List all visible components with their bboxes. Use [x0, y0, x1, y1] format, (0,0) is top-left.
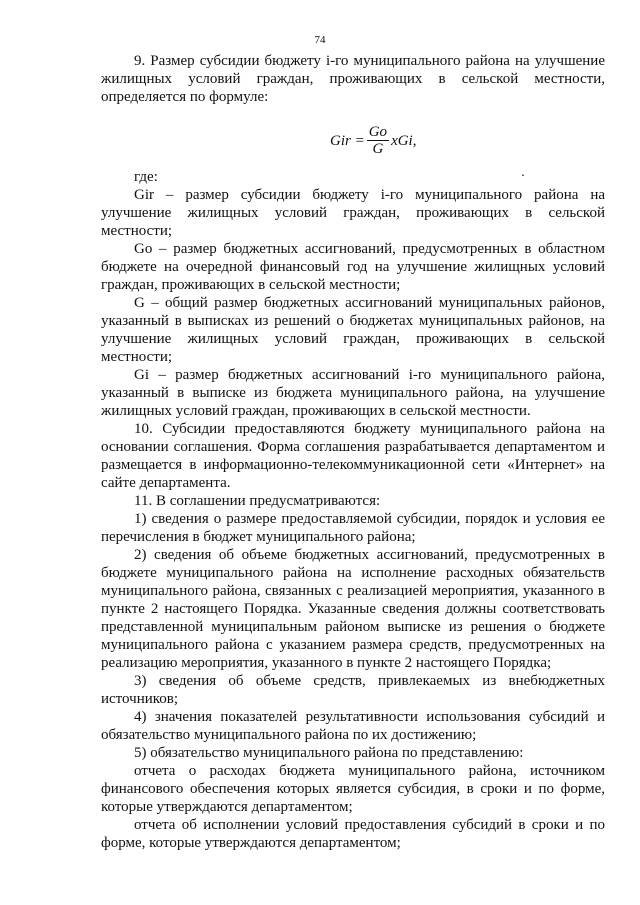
subitem-4: 4) значения показателей результативности использования субсидий и обязательство муниципального района по их достижению;	[101, 709, 605, 743]
formula-fraction	[367, 124, 389, 157]
definition-gi: Gi – размер бюджетных ассигнований i-го муниципального района, указанный в выписке из бюджета муниципального района, на улучшение жилищных условий граждан, проживающих в сельской местности.	[101, 367, 605, 419]
definition-go: Go – размер бюджетных ассигнований, предусмотренных в областном бюджете на очередной финансовый год на улучшение жилищных условий граждан, проживающих в сельской местности;	[101, 241, 605, 293]
report-expenses: отчета о расходах бюджета муниципального района, источником финансового обеспечения которых является субсидия, в сроки и по форме, которые утверждаются департаментом;	[101, 763, 605, 815]
subitem-2: 2) сведения об объеме бюджетных ассигнований, предусмотренных в бюджете муниципального района на исполнение расходных обязательств муниципального района, связанных с реализацией мероприятия, указанного в пункте 2 настоящего Порядка. Указанные сведения должны соответствовать представленной муниципальным районом выписке из решения о бюджете муниципального района с указанием размера средств, предусмотренных на реализацию мероприятия, указанного в пункте 2 настоящего Порядка;	[101, 547, 605, 671]
formula-tail: ,	[412, 132, 417, 149]
subitem-3: 3) сведения об объеме средств, привлекаемых из внебюджетных источников;	[101, 673, 605, 707]
page-number: 74	[314, 34, 326, 46]
subitem-5: 5) обязательство муниципального района по представлению:	[134, 745, 524, 761]
formula-rhs: xGi	[391, 132, 413, 149]
report-conditions: отчета об исполнении условий предоставления субсидий в сроки и по форме, которые утверждаются департаментом;	[101, 817, 605, 851]
paragraph-item-11: 11. В соглашении предусматриваются:	[134, 493, 381, 509]
formula-numerator: Go	[368, 124, 388, 140]
definition-g: G – общий размер бюджетных ассигнований муниципальных районов, указанный в выписках из решений о бюджетах муниципальных районов, на улучшение жилищных условий граждан, проживающих в сельской местности;	[101, 295, 605, 365]
subitem-1: 1) сведения о размере предоставляемой субсидии, порядок и условия ее перечисления в бюджет муниципального района;	[101, 511, 605, 545]
paragraph-item-10: 10. Субсидии предоставляются бюджету муниципального района на основании соглашения. Форма соглашения разрабатывается департаментом и размещается в информационно-телекоммуникационной сети «Интернет» на сайте департамента.	[101, 421, 605, 491]
paragraph-where: где:	[134, 169, 158, 185]
definition-gir: Gir – размер субсидии бюджету i-го муниципального района на улучшение жилищных условий граждан, проживающих в сельской местности;	[101, 187, 605, 239]
stray-mark: ·	[521, 169, 525, 184]
formula-lhs: Gir =	[330, 132, 365, 149]
formula-denominator: G	[372, 141, 384, 157]
document-body	[101, 52, 605, 852]
paragraph-item-9: 9. Размер субсидии бюджету i-го муниципального района на улучшение жилищных условий граждан, проживающих в сельской местности, определяется по формуле:	[101, 53, 605, 105]
